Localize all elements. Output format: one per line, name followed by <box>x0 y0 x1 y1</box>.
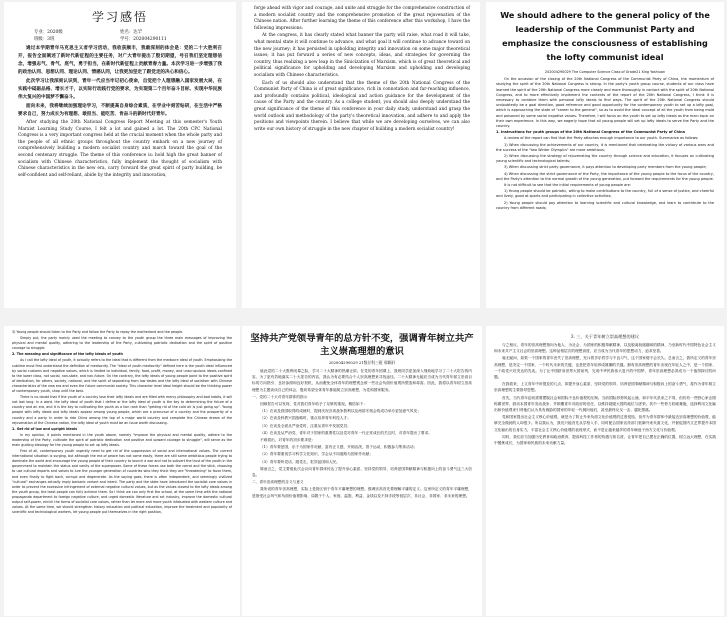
document-page-5 <box>242 326 482 616</box>
paragraph: （2）在谈及科教兴国战略时，重点培养青年科技人才； <box>260 416 351 421</box>
paragraph: 党和国家提出社会主义核心价值观，就是为了防止外来负面文化价值观的过度侵蚀，但作为青年群体中最接近崇高理想的价值观，能够完全做到的人却很少。所以我认为，我们只能首先从学校入手，同时配合国家宣传部门抵御外来负面文化，并督促国内文艺界提升本国文化输出的自身实力，丰富社会主义核心价值观的表现形式，而不是让越来越多的青年痴迷于西方文化与价值观。 <box>494 415 716 432</box>
student-meta <box>4 29 236 43</box>
paragraph: It is not difficult to see that the initial requirements of young people are: <box>504 183 631 188</box>
paragraph: 此次学习让我深刻认识到，青年一代应当牢记初心使命，自觉把个人理想融入国家发展大局，在实践中砥砺品格、增长才干，以实际行动践行党的要求，为实现第二个百年奋斗目标、实现中华民族伟大复兴的中国梦不懈奋斗。 <box>18 79 222 100</box>
paragraph: 不难看出，对青年的初步要求是： <box>260 438 316 443</box>
document-page-3 <box>486 2 724 308</box>
paragraph: 2) When discussing the strategy of rejuvenating the country through science and education, it focuses on cultivating young scientific and technological talents; <box>496 154 714 164</box>
meta-class: 班级：3班 <box>34 37 55 42</box>
paragraph: 同时，我们应当加强历史教育和政治教育，提高科技工作者的待遇与知名度，让青年把自己摆在正确的位置，树立远大理想，在实践中锻炼成长，为国家和民族的未来贡献力量。 <box>494 434 716 446</box>
paragraph: 1) When discussing the achievements of our country, it is mentioned that celebrating the victory of various wars and the success of the "two Winter Olympics" are more ambitious; <box>496 142 714 152</box>
section-heading: 1. Instructions for youth groups of the 20th National Congress of the Communist Party of China <box>496 130 686 135</box>
meta-major: 专业：2020级 <box>34 30 63 35</box>
paragraph: （1）在谈及我国取得的成就时，提到庆祝各项战争胜利以及两届冬奥会的成功举办更加意气风发； <box>260 409 421 414</box>
paragraph: 与之相反，青年的崇高理想指向为他人、为社会、为国家的积极奉献精神，以及脱离低级趣味的精神，乃至新时代中国特色社会主义和未来共产主义社会的崇高理想。这种品格层次的理想高度，应当成为当代青年的思想动力，追求至善。 <box>494 343 716 354</box>
paragraph: （3）青年要听党话、跟党走，报效祖国和人民。 <box>260 459 340 464</box>
paragraph: After studying the 20th National Congress Report Meeting at this semester's Youth Marxist Learning Study Course, I felt a lot and gained a lot. The 20th CPC National Congress is a very important congress held at the crucial moment when the whole party and the people of all ethnic groups throughout the country embark on a new journey of comprehensively building a modern socialist country and march toward the goal of the second centenary struggle. The theme of this conference is: hold high the great banner of socialism with Chinese characteristics, fully implement the thought of socialism with Chinese characteristics in the new era, carry forward the great spirit of party building, be self-confident and self-reliant, abide by the integrity and innovation, <box>18 120 222 178</box>
paragraph: 4) When discussing the strict governance of the Party, the importance of the young people to the focus of the country, and the Party's attention to the normal growth of the young generation, put forward the requirements for the young people. <box>496 171 714 181</box>
paragraph: Each of us should also understand that the theme of the 20th National Congress of the Communist Party of China is of great significance, rich in connotation and far-reaching influence, and profoundly contains political, ideological and action guidance for the development of the cause of the Party and the country. As a college student, you should also deeply understand the great significance of the theme of this conference in your daily study, understand and grasp the world outlook and methodology of the party's theoretical innovation, and adhere to and apply the positions and viewpoints therein. I believe that while we are developing ourselves, we can also write our own history of struggle in the new chapter of building a modern socialist country! <box>254 80 470 132</box>
document-page-1 <box>4 2 236 308</box>
page-body <box>486 70 724 211</box>
page-title: 学习感悟 <box>91 10 148 24</box>
paragraph: （2）青年要重视学习科学文化知识，学会从不同道路为国家作贡献； <box>260 452 373 457</box>
document-page-6 <box>486 326 724 616</box>
page-body <box>242 368 482 499</box>
paragraph: 值此党的二十大胜利闭幕之际，学习二十大精神的热潮正浓。在党的青年团课上，我班同学更加深入细致地学习了二十大报告的内容，为了更有效地落实二十大报告的内容，我认为有必要结合个人崇高理想来寻找途径。二十大精神无疑应当成为当代青年树立崇高目标的方向指引、良好参照和良好契机，从而避免全体青年的理想观念被一些社会负面价值观所塑造和毒害。因此，我将以青年树立崇高理想为主题谈谈自己的体会，殷切希望全体青年都能树立崇高理想，为党和国家服务。 <box>252 369 472 392</box>
section-heading: 2. The meaning and significance of the lofty ideals of youth <box>12 352 123 357</box>
paragraph: First of all, contemporary youth urgently need to get rid of the suppression of social and international values. The current international situation is surging, but although the era of peace has not come easily, there are still some ambitious people trying to dominate the world and encourage the young people of their country to launch a war and not to subvert the trust of the youth in the government to maintain the status and vanity of the superpower. Some of these forces use both the carrot and the stick, choosing to use cultural exports and values to lure the younger generation of countries who they think they are "threatening" to favor them, and even finally to fight back, corrupt and degenerate. As the saying goes, there is often independent, and seemingly civilized "cultural" exchanges actually imply barbaric variant and intent. The party and the state have introduced the socialist core values in order to prevent the excessive infringement of external negative cultural values, but as the values closest to the lofty ideals among the youth group, the least people can fully achieve them. So I think we can only first the school, at the same time with the national propaganda department to foreign negative culture, and urged domestic literature and art industry, improve the domestic cultural output self-power, enrich the forms of socialist core values, rather than let more and more youth infatuated with western culture and values. At the same time, we should strengthen history education and political education, improve the treatment and popularity of scientific and technological workers, let young people put themselves in the right position, <box>12 449 232 515</box>
paragraph: There is no doubt that if the youth of a country lose their lofty ideals and are filled with mercy philosophy and bad habits, it will not last long. In a word, the lofty ideal of youth that I define or the lofty ideal of youth is the key to determining the future of a country and an era, and it is the key to cultivating the youth as a lion rank than "getting rid of the cold air is just going up". Young people with lofty ideals and lofty ideals appear among young people, which are a precursor of a country and the prosperity of a country and a party. In order to ride China among the top of a major world country and complete the Chinese dream of the rejuvenation of the Chinese nation, the lofty ideal of youth must be an issue worth discussing. <box>12 395 232 425</box>
paragraph: 通过本学期青年马克思主义者学习活动，我收获颇丰，我最深刻的体会是：党的二十大胜利召开，报告全面阐述了新时代新征程的主要任务，对广大青年提出了殷切期望，号召我们坚定理想信念，增强志气、骨气、底气，勇于担当，在新时代新征程上贡献青春力量。本次学习进一步增强了我的政治认同、思想认同、理论认同、情感认同，让我更加坚定了跟党走的决心和信心。 <box>18 46 222 75</box>
paragraph: （3）在谈及全面从严治党时，注重从青年中发展党员； <box>260 423 351 428</box>
paragraph: Simply put, the party mainly used the meeting to convey to the youth group the three main messages of improving the physical and mental quality, adhering to the leadership of the Party, cultivating patriotic dedication and the spirit of positive courage to struggle. <box>12 336 232 351</box>
paragraph: At the congress, it has clearly stated what banner the party will raise, what road it will take, what mental state it will continue to advance, and what goal it will continue to advance toward on the new journey; it has persisted in upholding integrity and innovation on some major theoretical issues; it has put forward a series of new concepts, ideas, and strategies for governing the country, thus realizing a new leap in the Sinicization of Marxism, which is of great theoretical and political significance for upholding and developing Marxism and upholding and developing socialism with Chinese characteristics. <box>254 33 470 78</box>
document-page-2 <box>242 2 480 308</box>
page-title: 坚持共产党领导青年的总方针不变，强调青年树立共产主义崇高理想的意识 <box>250 333 474 357</box>
page-body <box>242 2 480 133</box>
paragraph: 3) Young people should listen to the Party and follow the Party to repay the motherland and the people. <box>12 330 184 334</box>
paragraph: 回顾报告可以发现，党对我们青年给予了足够的重视。概括如下： <box>260 402 367 407</box>
paragraph: In my opinion, it points mentioned in the youth above, namely "improve the physical and mental quality, adhere to the leadership of the Party, cultivate the spirit of patriotic dedication and positive and upward courage to struggle", will serve as the main guiding ideology for the young people to set up lofty ideals. <box>12 432 232 447</box>
paragraph: 在我看来，上文青年中所提及的几点，即提升身心素质、坚持党的领导、培养爱国奉献精神与积极向上的奋斗勇气，将作为青年树立崇高理想的主要指导思想。 <box>494 382 716 393</box>
paragraph: A review of the report can find that the Party attaches enough importance to our youth. Summarize as follows: <box>504 136 699 141</box>
paragraph: 我所说的青年崇高理想，实际上是指区别于青年平庸理想的理想。强调崇高首先要理解平庸的定义。这里所定义的青年平庸理想，是指受社会风气和负面价值观影响、局限于个人、家庭、温饱、利益、金钱以及不择手段等低层次、非社会、非国家、非未来的理想。 <box>252 487 472 498</box>
paragraph: 毫无疑问，如果一个国家的青年丧失了崇高理想，充斥着享乐哲学与不良习气，这个国家便不会长久。总而言之，我所定义的青年崇高理想，是决定一个国家、一个时代未来的关键，也是把青年培养成雄狮的关键。拥有崇高理想的青年出现在年轻人之中，是一个国家、一个政党兴旺发达的先兆。为了让中国跻身世界大国前列，完成中华民族伟大复兴的中国梦，青年崇高理想必须成为一个值得探讨的问题。 <box>494 356 716 380</box>
paragraph: 2) Young people should pay attention to learning scientific and cultural knowledge, and learn to contribute to the country from different roads; <box>496 200 714 210</box>
page-title: We should adhere to the general policy of the leadership of the Communist Party and emphasize the consciousness of establishing the lofty communist ideal <box>500 10 710 62</box>
paragraph: 3) When discussing strict party governance, it pays attention to developing party members from the young people; <box>504 165 707 170</box>
section-heading: 3. 三、关于青年树立崇高理想的建议 <box>570 334 640 339</box>
paragraph: 面向未来，我将继续加强理论学习，不断提高自身综合素质，在学业中刻苦钻研，在生活中严格要求自己，努力成长为有理想、敢担当、能吃苦、肯奋斗的新时代好青年。 <box>18 104 222 117</box>
meta-name: 姓名：达罕 <box>120 30 142 35</box>
paragraph: On the occasion of the closing of the 20th National Congress of the Communist Party of China, the momentum of studying the spirit of the 20th National Congress is strong. In the party's youth group course, students of our class have learned the spirit of the 20th National Congress more closely and more thoroughly in contact with the spirit of 20th National Congress, and to more effectively implement the contents of the report of the 20th National Congress, I think it is necessary to combine them with personal lofty ideals to find ways. The spirit of the 20th National Congress should undoubtedly be a goal direction, good reference and good opportunity for the contemporary youth to set up a lofty goal, which is approaching the state of "career to the general", so as to avoid the ideal concept of all the youth from being mold and poisoned by some social negative values. Therefore, I will focus on the youth to set up lofty ideals as the main topic on their own experience. In this way, we eagerly hope that all young people will set up lofty ideals to serve the Party and the country. <box>496 77 714 129</box>
paragraph: （1）青年要爱国，乐于为国家作贡献，富有正义感，开朗活泼，善于运动，积极参与集体活动； <box>260 445 418 450</box>
paragraph: 首先，当代青年迫切需要摆脱社会和国际不良价值观的压制。当前国际形势风起云涌，和平年代虽来之不易，但仍有一些野心家企图称霸世界，鼓动本国青年发动战争，并颠覆青年对政府的信任，以维持超级大国的地位与虚荣。其中一些势力软硬兼施，选择利用文化输出和价值观来引诱他们认为具有威胁的国家的年轻一代倒向他们，甚至最终反戈一击、腐化堕落。 <box>494 395 716 413</box>
page-body <box>4 43 236 179</box>
page-body <box>486 342 724 446</box>
author-meta: 202004290029 The Computer Science Class of Grade21 Xing Yoshiuan <box>544 70 666 74</box>
paragraph: 简而言之，党主要借此次会议向青年群体传达了提升身心素质、坚持党的领导、培养爱国奉献精神与积极向上的奋斗勇气这三大信息。 <box>252 466 472 478</box>
paragraph: 1) Young people should be patriotic, willing to make contributions to the country, full of a sense of justice, and cheerful and lively, good at sports and participating in collective activities; <box>496 189 714 199</box>
section-heading: 1. Get rid of low and upright ideals <box>12 426 78 431</box>
paragraph: As I call the lofty ideal of youth, it actually refers to the ideal that is different from the mediocre ideal of youth. Emphasizing the sublime must first understand the definition of mediocrity. The "ideal of youth mediocrity" defined here is the youth ideal influenced by social customs and negative values, which is limited to individual, family, food, profit, money, and unscrupulous ideals confined to the lower class, not social, non-state, and non-future. On the contrary, the lofty ideals of young people point to the positive spirit of dedication, for others, society, national, and the spirit of separating from low tastes and the lofty ideal of socialism with Chinese characteristics of the new era and even the future communist society. This character level ideal height should be the thinking power of contemporary youth, shop until the best. <box>12 358 232 394</box>
paragraph: （4）在谈及从严治党、青年对于国家的重要性以及党对青年一代正常成长的关注时，对青年提出了要求。 <box>260 430 432 435</box>
paragraph: forge ahead with vigor and courage, and unite and struggle for the comprehensive construction of a modern socialist country and the comprehensive promotion of the great rejuvenation of the Chinese nation. After further learning the theme of this conference after this workshop, I have the following impressions: <box>254 6 470 31</box>
section-heading: 一、党的二十大对青年群体的指示 <box>252 394 308 399</box>
meta-student-id: 学号：202004290111 <box>120 37 167 42</box>
page-body <box>4 326 240 520</box>
author-meta: 202004290029 21级计科三班 邢颖轩 <box>328 360 396 365</box>
section-heading: 二、青年崇高理想的含义与意义 <box>252 480 304 485</box>
document-page-4 <box>4 326 240 616</box>
